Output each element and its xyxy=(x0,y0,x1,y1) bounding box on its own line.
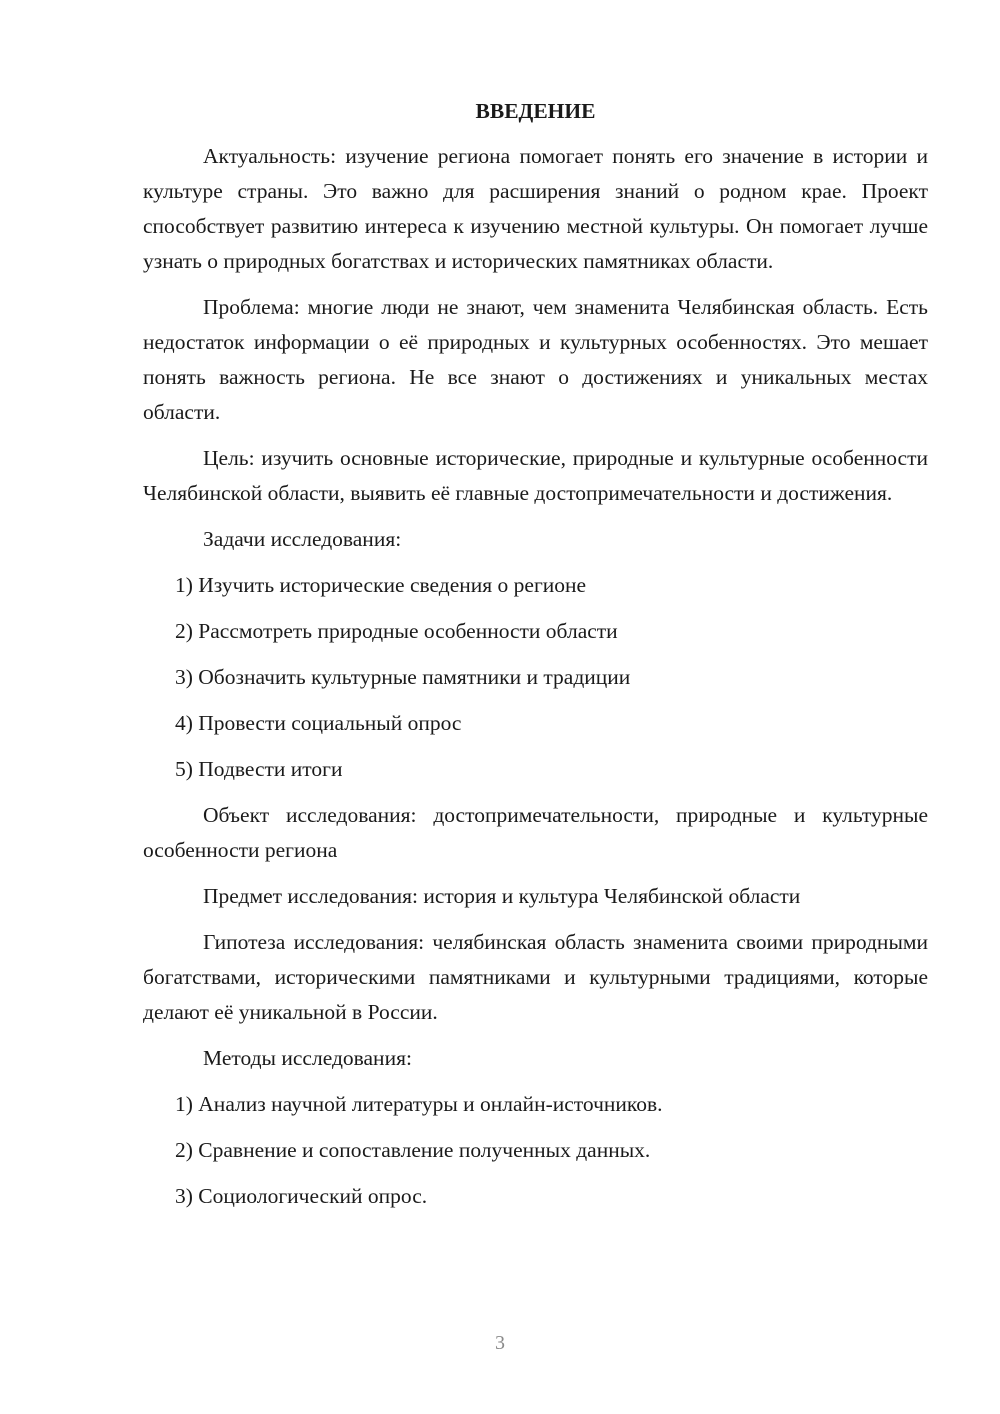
section-title: ВВЕДЕНИЕ xyxy=(475,99,596,123)
page-number: 3 xyxy=(495,1332,505,1354)
tasks-list xyxy=(143,568,928,787)
problem-paragraph: Проблема: многие люди не знают, чем знаменита Челябинская область. Есть недостаток информации о её природных и культурных особенностях. Это мешает понять важность региона. Не все знают о достижениях и уникальных местах области. xyxy=(143,295,928,424)
task-item: 3) Обозначить культурные памятники и традиции xyxy=(175,665,631,689)
goal-paragraph: Цель: изучить основные исторические, природные и культурные особенности Челябинской области, выявить её главные достопримечательности и достижения. xyxy=(143,446,928,505)
method-item: 1) Анализ научной литературы и онлайн-источников. xyxy=(175,1092,663,1116)
hypothesis-paragraph: Гипотеза исследования: челябинская область знаменита своими природными богатствами, историческими памятниками и культурными традициями, которые делают её уникальной в России. xyxy=(143,930,928,1024)
subject-paragraph: Предмет исследования: история и культура Челябинской области xyxy=(203,884,801,908)
method-item: 2) Сравнение и сопоставление полученных данных. xyxy=(175,1138,651,1162)
methods-list xyxy=(143,1087,928,1214)
task-item: 2) Рассмотреть природные особенности области xyxy=(175,619,618,643)
methods-heading: Методы исследования: xyxy=(203,1046,412,1070)
document-page xyxy=(143,94,928,1225)
relevance-paragraph: Актуальность: изучение региона помогает понять его значение в истории и культуре страны. Это важно для расширения знаний о родном крае. Проект способствует развитию интереса к изучению местной культуры. Он помогает лучше узнать о природных богатствах и исторических памятниках области. xyxy=(143,144,928,273)
task-item: 5) Подвести итоги xyxy=(175,757,343,781)
task-item: 1) Изучить исторические сведения о регионе xyxy=(175,573,587,597)
task-item: 4) Провести социальный опрос xyxy=(175,711,462,735)
object-paragraph: Объект исследования: достопримечательности, природные и культурные особенности региона xyxy=(143,803,928,862)
method-item: 3) Социологический опрос. xyxy=(175,1184,428,1208)
tasks-heading: Задачи исследования: xyxy=(203,527,402,551)
